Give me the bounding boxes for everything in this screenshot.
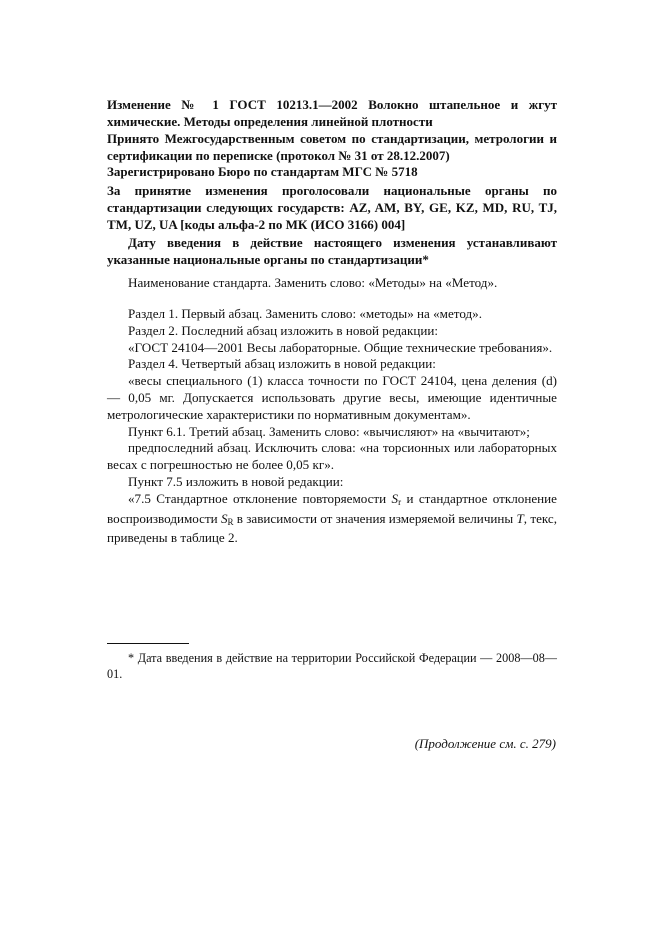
effective-date-note: Дату введения в действие настоящего изменения устанавливают указанные национальные органы по стандартизации*	[107, 235, 557, 267]
standard-name-change: Наименование стандарта. Заменить слово: «Методы» на «Метод».	[128, 275, 498, 290]
footnote: * Дата введения в действие на территории Российской Федерации — 2008—08—01.	[107, 651, 557, 682]
voting-countries: За принятие изменения проголосовали национальные органы по стандартизации следующих государств: AZ, AM, BY, GE, KZ, MD, RU, TJ, TM, UZ, UA [коды альфа-2 по МК (ИСО 3166) 004]	[107, 183, 557, 232]
symbol-t: T	[516, 510, 524, 526]
section-1-change: Раздел 1. Первый абзац. Заменить слово: «методы» на «метод».	[128, 306, 482, 321]
section-2-change: Раздел 2. Последний абзац изложить в новой редакции:	[128, 322, 438, 338]
clause-6-1-exclusion: предпоследний абзац. Исключить слова: «на торсионных или лабораторных весах с погрешностью не более 0,05 кг».	[107, 440, 557, 473]
clause-7-5-text-b: и стандартное отклонение воспроизводимости	[107, 490, 557, 526]
section-4-new-text: «весы специального (1) класса точности по ГОСТ 24104, цена деления (d) — 0,05 мг. Допускается использовать другие весы, имеющие идентичные метрологические характеристики по нормативным документам».	[107, 373, 557, 422]
registration-statement: Зарегистрировано Бюро по стандартам МГС № 5718	[107, 164, 418, 179]
footnote-divider	[107, 643, 189, 644]
clause-7-5-change: Пункт 7.5 изложить в новой редакции:	[128, 473, 344, 489]
clause-7-5-text-d: , текс, приведены в таблице 2.	[107, 510, 557, 546]
subscript-R: R	[227, 516, 234, 527]
clause-7-5-new-text	[107, 491, 557, 547]
subscript-r: r	[398, 496, 402, 507]
amendment-body	[107, 306, 557, 547]
clause-7-5-text-c: в зависимости от значения измеряемой величины	[233, 510, 517, 526]
symbol-s-repro: S	[220, 510, 228, 526]
section-4-change: Раздел 4. Четвертый абзац изложить в новой редакции:	[128, 356, 436, 372]
symbol-s: S	[391, 490, 399, 506]
clause-7-5-text-a: «7.5 Стандартное отклонение повторяемости	[128, 490, 392, 506]
clause-6-1-change: Пункт 6.1. Третий абзац. Заменить слово: «вычисляют» на «вычитают»;	[128, 423, 530, 439]
continuation-note: (Продолжение см. с. 279)	[414, 736, 556, 751]
section-2-new-text: «ГОСТ 24104—2001 Весы лабораторные. Общие технические требования».	[128, 339, 553, 355]
adoption-statement: Принято Межгосударственным советом по стандартизации, метрологии и сертификации по переписке (протокол № 31 от 28.12.2007)	[107, 131, 557, 163]
amendment-title: Изменение № 1 ГОСТ 10213.1—2002 Волокно штапельное и жгут химические. Методы определения линейной плотности	[107, 97, 557, 129]
